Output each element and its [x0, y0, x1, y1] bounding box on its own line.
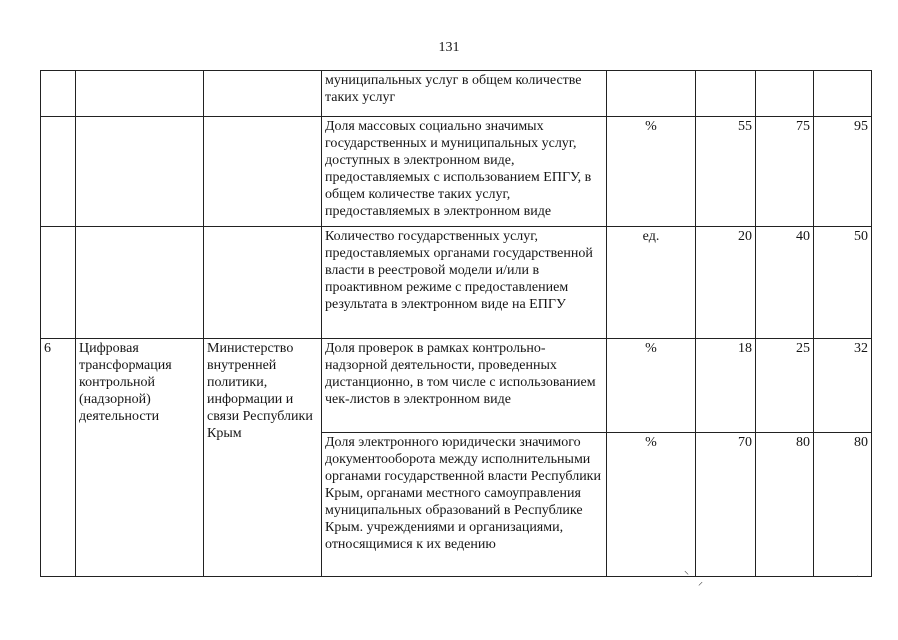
executor-cell: Министерство внутренней политики, информации и связи Республики Крым: [204, 339, 322, 577]
table-row: [41, 227, 872, 339]
unit-cell: [607, 71, 696, 117]
value-cell: 80: [814, 433, 872, 577]
indicators-table: [40, 70, 872, 577]
value-cell: [814, 71, 872, 117]
page-number: 131: [438, 40, 460, 55]
project-name-cell: [76, 71, 204, 117]
value-cell: 80: [756, 433, 814, 577]
unit-cell: %: [607, 117, 696, 227]
value-cell: [756, 71, 814, 117]
executor-cell: [204, 117, 322, 227]
indicator-cell: Доля электронного юридически значимого документооборота между исполнительными органами государственной власти Республики Крым, органами местного самоуправления муниципальных образований в Республике Крым. учреждениями и организациями, относящимися к их ведению: [322, 433, 607, 577]
unit-cell: ед.: [607, 227, 696, 339]
row-number-cell: [41, 117, 76, 227]
value-cell: 32: [814, 339, 872, 433]
value-cell: 50: [814, 227, 872, 339]
indicator-cell: Количество государственных услуг, предоставляемых органами государственной власти в реестровой модели и/или в проактивном режиме с предоставлением результата в электронном виде на ЕПГУ: [322, 227, 607, 339]
value-cell: 95: [814, 117, 872, 227]
scan-mark: ·: [856, 572, 860, 583]
project-name-cell: [76, 227, 204, 339]
row-number-cell: [41, 71, 76, 117]
value-cell: 18: [696, 339, 756, 433]
value-cell: 75: [756, 117, 814, 227]
executor-cell: [204, 227, 322, 339]
unit-cell: %: [607, 433, 696, 577]
value-cell: [696, 71, 756, 117]
unit-cell: %: [607, 339, 696, 433]
value-cell: 40: [756, 227, 814, 339]
value-cell: 70: [696, 433, 756, 577]
table-row: [41, 117, 872, 227]
project-name-cell: [76, 117, 204, 227]
indicator-cell: муниципальных услуг в общем количестве таких услуг: [322, 71, 607, 117]
value-cell: 25: [756, 339, 814, 433]
table-row: [41, 339, 872, 433]
indicator-cell: Доля проверок в рамках контрольно-надзорной деятельности, проведенных дистанционно, в том числе с использованием чек-листов в электронном виде: [322, 339, 607, 433]
row-number-cell: [41, 227, 76, 339]
table-row: [41, 71, 872, 117]
executor-cell: [204, 71, 322, 117]
indicator-cell: Доля массовых социально значимых государственных и муниципальных услуг, доступных в электронном виде, предоставляемых с использованием ЕПГУ, в общем количестве таких услуг, предоставляемых в электронном виде: [322, 117, 607, 227]
value-cell: 55: [696, 117, 756, 227]
scan-mark: ⸌: [684, 570, 689, 581]
value-cell: 20: [696, 227, 756, 339]
scan-mark: ⸍: [698, 581, 703, 592]
row-number-cell: 6: [41, 339, 76, 577]
project-name-cell: Цифровая трансформация контрольной (надзорной) деятельности: [76, 339, 204, 577]
